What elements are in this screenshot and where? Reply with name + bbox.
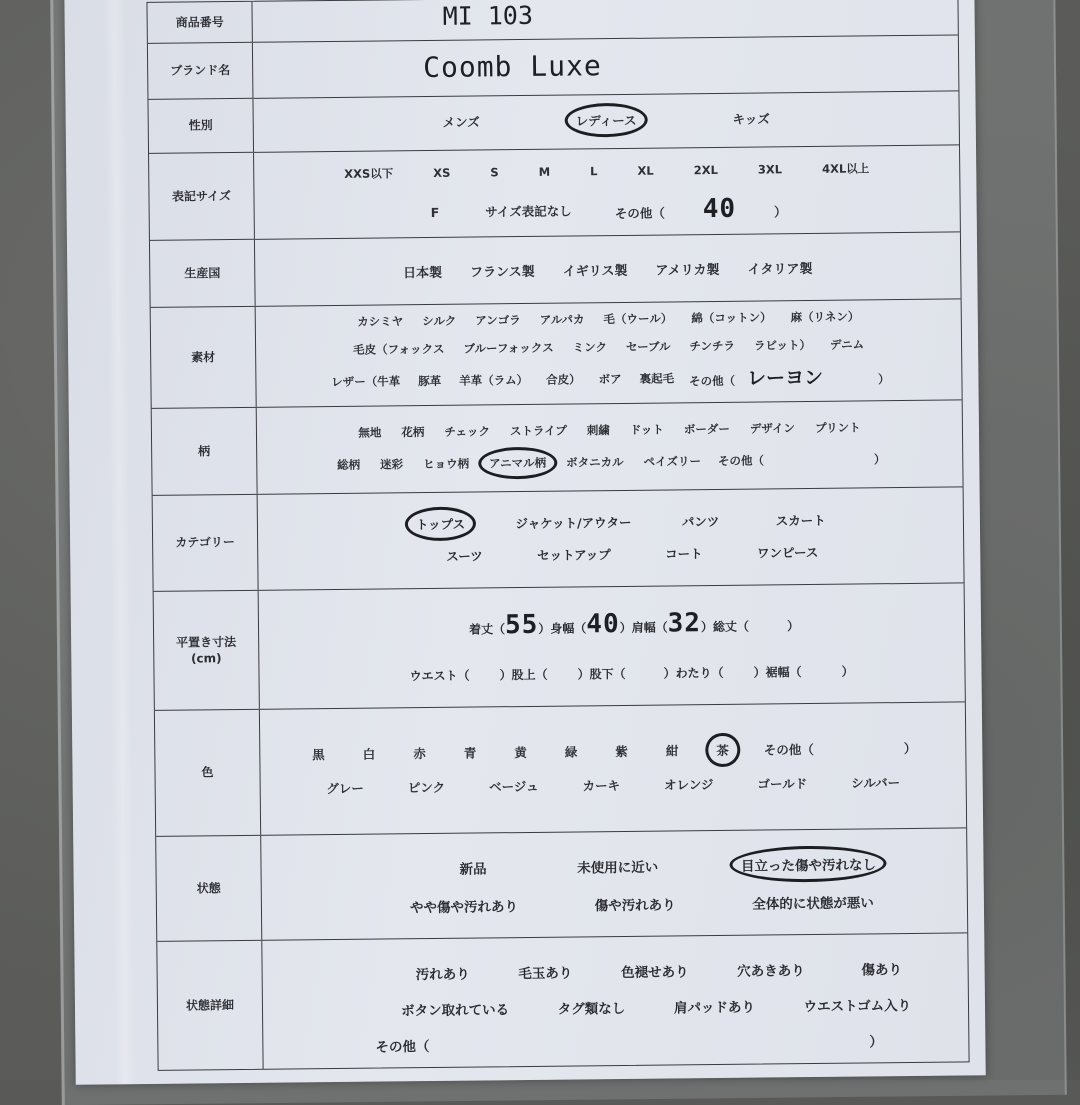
category-option[interactable]: セットアップ xyxy=(534,543,614,566)
detail-option[interactable]: 毛玉あり xyxy=(515,959,575,984)
detail-other-close: ） xyxy=(869,1034,883,1050)
country-option[interactable]: アメリカ製 xyxy=(652,257,722,281)
detail-option[interactable]: ボタン取れている xyxy=(398,996,512,1021)
rise-label: ）股上（ xyxy=(499,668,547,683)
length-label: 着丈（ xyxy=(469,622,505,636)
size-option[interactable]: XS xyxy=(430,164,453,182)
label-condition-detail: 状態詳細 xyxy=(157,941,263,1070)
category-option[interactable]: パンツ xyxy=(679,510,723,532)
material-option[interactable]: 豚革 xyxy=(415,370,444,390)
pattern-option-animal-selected[interactable]: アニマル柄 xyxy=(486,453,549,474)
size-other[interactable] xyxy=(615,193,787,225)
hem-end: ） xyxy=(842,665,854,679)
material-option[interactable]: ミンク xyxy=(570,337,610,357)
country-option[interactable]: イギリス製 xyxy=(560,258,631,282)
material-option[interactable]: 合皮） xyxy=(543,369,584,389)
color-option[interactable]: 白 xyxy=(360,743,379,765)
material-other-close: ） xyxy=(878,372,890,386)
label-pattern: 柄 xyxy=(152,408,258,495)
color-option[interactable]: 紫 xyxy=(612,740,631,762)
material-option[interactable]: セーブル xyxy=(623,336,674,357)
row-color xyxy=(155,702,966,836)
color-option[interactable]: シルバー xyxy=(848,771,903,794)
color-option[interactable]: 黄 xyxy=(511,741,530,763)
country-option[interactable]: 日本製 xyxy=(400,260,445,283)
material-option[interactable]: ボア xyxy=(596,368,625,388)
label-measurements xyxy=(154,591,260,710)
size-option[interactable]: 4XL以上 xyxy=(819,158,872,179)
condition-option-slight-damage[interactable]: やや傷や汚れあり xyxy=(407,893,521,918)
material-other-label: その他（ xyxy=(689,374,735,388)
pattern-option[interactable]: プリント xyxy=(812,417,864,438)
color-option[interactable]: 紺 xyxy=(663,739,682,761)
detail-option[interactable]: 穴あきあり xyxy=(734,957,808,982)
category-option[interactable]: ジャケット/アウター xyxy=(512,511,634,534)
color-option[interactable]: 緑 xyxy=(562,740,581,762)
label-category: カテゴリー xyxy=(153,495,259,591)
size-option[interactable]: 2XL xyxy=(691,161,721,179)
material-option[interactable]: シルク xyxy=(419,311,459,331)
thigh-label: ）わたり（ xyxy=(663,666,723,681)
sleeve-label: ）総丈（ xyxy=(701,620,749,635)
sleeve-end: ） xyxy=(787,619,799,633)
row-gender xyxy=(148,91,959,153)
label-country: 生産国 xyxy=(150,240,256,307)
material-option[interactable]: アルパカ xyxy=(537,309,588,330)
condition-option-damage[interactable]: 傷や汚れあり xyxy=(592,891,679,916)
material-other-value: レーヨン xyxy=(747,367,823,390)
material-option[interactable]: ラビット） xyxy=(751,335,814,356)
row-size xyxy=(149,145,960,240)
color-option[interactable]: オレンジ xyxy=(661,773,717,796)
row-material xyxy=(151,299,962,408)
material-option[interactable]: デニム xyxy=(827,334,867,354)
pattern-option[interactable]: ボーダー xyxy=(681,419,733,440)
pattern-option[interactable]: ボタニカル xyxy=(563,452,627,473)
brand-value: Coomb Luxe xyxy=(423,49,602,84)
pattern-option[interactable]: 無地 xyxy=(355,422,384,442)
label-measurements-unit: (cm) xyxy=(191,650,222,667)
gender-option-ladies[interactable]: レディース xyxy=(573,109,640,132)
row-category xyxy=(153,487,964,591)
label-color: 色 xyxy=(155,710,261,836)
row-condition xyxy=(156,828,967,941)
label-material: 素材 xyxy=(151,307,257,408)
condition-option-like-new[interactable]: 未使用に近い xyxy=(574,854,661,879)
width-label: ）身幅（ xyxy=(538,621,586,636)
detail-other-label: その他（ xyxy=(375,1039,429,1056)
pattern-option[interactable]: ドット xyxy=(627,420,667,440)
size-option-no-label[interactable]: サイズ表記なし xyxy=(482,199,575,222)
country-option[interactable]: フランス製 xyxy=(467,259,538,283)
color-option[interactable]: グレー xyxy=(323,777,367,799)
color-option[interactable]: カーキ xyxy=(579,774,623,796)
size-other-close: ） xyxy=(774,204,787,219)
size-option[interactable]: L xyxy=(587,162,601,180)
detail-option[interactable]: 汚れあり xyxy=(413,961,473,986)
pattern-other-close: ） xyxy=(874,452,886,466)
color-other-close: ） xyxy=(904,741,917,756)
row-country xyxy=(150,232,961,307)
length-value[interactable]: 55 xyxy=(505,610,539,640)
material-option[interactable]: レザー（牛革 xyxy=(328,371,403,392)
color-option[interactable]: ゴールド xyxy=(754,772,810,795)
label-condition: 状態 xyxy=(156,836,262,941)
size-option-f[interactable]: F xyxy=(428,202,443,221)
detail-option[interactable]: ウエストゴム入り xyxy=(800,992,914,1017)
country-option[interactable]: イタリア製 xyxy=(744,256,815,280)
category-option-tops-selected[interactable]: トップス xyxy=(413,513,468,536)
gender-option-kids[interactable]: キッズ xyxy=(729,107,772,129)
size-option[interactable]: S xyxy=(487,163,501,181)
shoulder-value[interactable]: 32 xyxy=(668,608,702,638)
color-other[interactable] xyxy=(764,739,917,759)
material-option[interactable]: アンゴラ xyxy=(472,310,524,331)
color-option[interactable]: ベージュ xyxy=(486,775,542,798)
material-option[interactable]: 毛皮（フォックス xyxy=(350,339,448,360)
waist-label: ウエスト（ xyxy=(409,669,469,684)
measurements-row2 xyxy=(409,663,853,685)
pattern-option[interactable]: 迷彩 xyxy=(377,454,406,474)
material-option[interactable]: ブルーフォックス xyxy=(460,338,556,359)
pattern-option[interactable]: ヒョウ柄 xyxy=(420,454,472,475)
inseam-label: ）股下（ xyxy=(577,667,625,682)
pattern-option[interactable]: 刺繍 xyxy=(584,420,613,440)
row-measurements xyxy=(154,583,965,710)
color-option[interactable]: 赤 xyxy=(410,742,429,764)
label-measurements-text: 平置き寸法 xyxy=(176,634,236,651)
detail-option[interactable]: 肩パッドあり xyxy=(671,994,758,1019)
row-condition-detail xyxy=(157,933,968,1069)
condition-option-poor[interactable]: 全体的に状態が悪い xyxy=(749,889,877,914)
shoulder-label: ）肩幅（ xyxy=(620,621,668,636)
product-form xyxy=(146,0,969,1071)
gender-option-mens[interactable]: メンズ xyxy=(439,110,482,132)
detail-option[interactable]: 色褪せあり xyxy=(618,958,692,983)
row-pattern xyxy=(152,400,963,495)
measurements-row1 xyxy=(469,607,799,640)
condition-option-new[interactable]: 新品 xyxy=(456,855,489,879)
size-other-label: その他（ xyxy=(615,206,665,222)
color-other-label: その他（ xyxy=(764,742,814,758)
hem-label: ）裾幅（ xyxy=(753,665,801,680)
condition-option-no-damage-selected[interactable]: 目立った傷や汚れなし xyxy=(738,851,879,876)
size-option[interactable]: M xyxy=(536,163,554,181)
material-option[interactable]: 麻（リネン） xyxy=(787,306,862,327)
category-option[interactable]: ワンピース xyxy=(754,541,822,564)
label-product-number: 商品番号 xyxy=(147,2,252,43)
pattern-other[interactable] xyxy=(718,451,886,469)
pattern-option[interactable]: 花柄 xyxy=(398,422,427,442)
size-other-value: 40 xyxy=(703,194,737,224)
material-option[interactable]: チンチラ xyxy=(686,336,738,357)
label-size: 表記サイズ xyxy=(149,153,255,240)
pattern-option[interactable]: 総柄 xyxy=(334,455,363,475)
material-other[interactable] xyxy=(689,362,890,391)
label-gender: 性別 xyxy=(148,99,254,153)
paper-sheet xyxy=(64,0,985,1085)
color-option-brown-selected[interactable]: 茶 xyxy=(713,739,732,761)
size-option[interactable]: XXS以下 xyxy=(341,163,396,184)
material-option[interactable]: 綿（コットン） xyxy=(688,307,774,328)
category-option[interactable]: コート xyxy=(662,542,706,564)
pattern-other-label: その他（ xyxy=(718,453,764,467)
material-option[interactable]: 羊革（ラム） xyxy=(456,369,531,390)
detail-other[interactable] xyxy=(375,1030,883,1055)
material-option[interactable]: 裏起毛 xyxy=(637,368,678,388)
category-option[interactable]: スカート xyxy=(773,509,829,532)
label-brand: ブランド名 xyxy=(148,43,254,99)
row-brand xyxy=(148,35,959,99)
product-number-value: MI 103 xyxy=(442,1,533,31)
pattern-option[interactable]: チェック xyxy=(441,421,493,442)
pattern-option[interactable]: ストライプ xyxy=(507,421,570,442)
pattern-option[interactable]: ペイズリー xyxy=(640,451,704,472)
size-option[interactable]: XL xyxy=(634,162,656,180)
material-option[interactable]: 毛（ウール） xyxy=(600,308,675,329)
size-option[interactable]: 3XL xyxy=(755,160,785,178)
material-option[interactable]: カシミヤ xyxy=(354,311,406,332)
detail-option[interactable]: 傷あり xyxy=(858,956,905,980)
pattern-option[interactable]: デザイン xyxy=(747,418,798,439)
width-value[interactable]: 40 xyxy=(586,609,620,639)
color-option[interactable]: ピンク xyxy=(405,776,448,798)
category-option[interactable]: スーツ xyxy=(443,544,486,566)
sleeve-glare xyxy=(104,0,136,1084)
detail-option[interactable]: タグ類なし xyxy=(555,995,629,1020)
color-option[interactable]: 青 xyxy=(461,741,480,763)
color-option[interactable]: 黒 xyxy=(309,743,328,765)
